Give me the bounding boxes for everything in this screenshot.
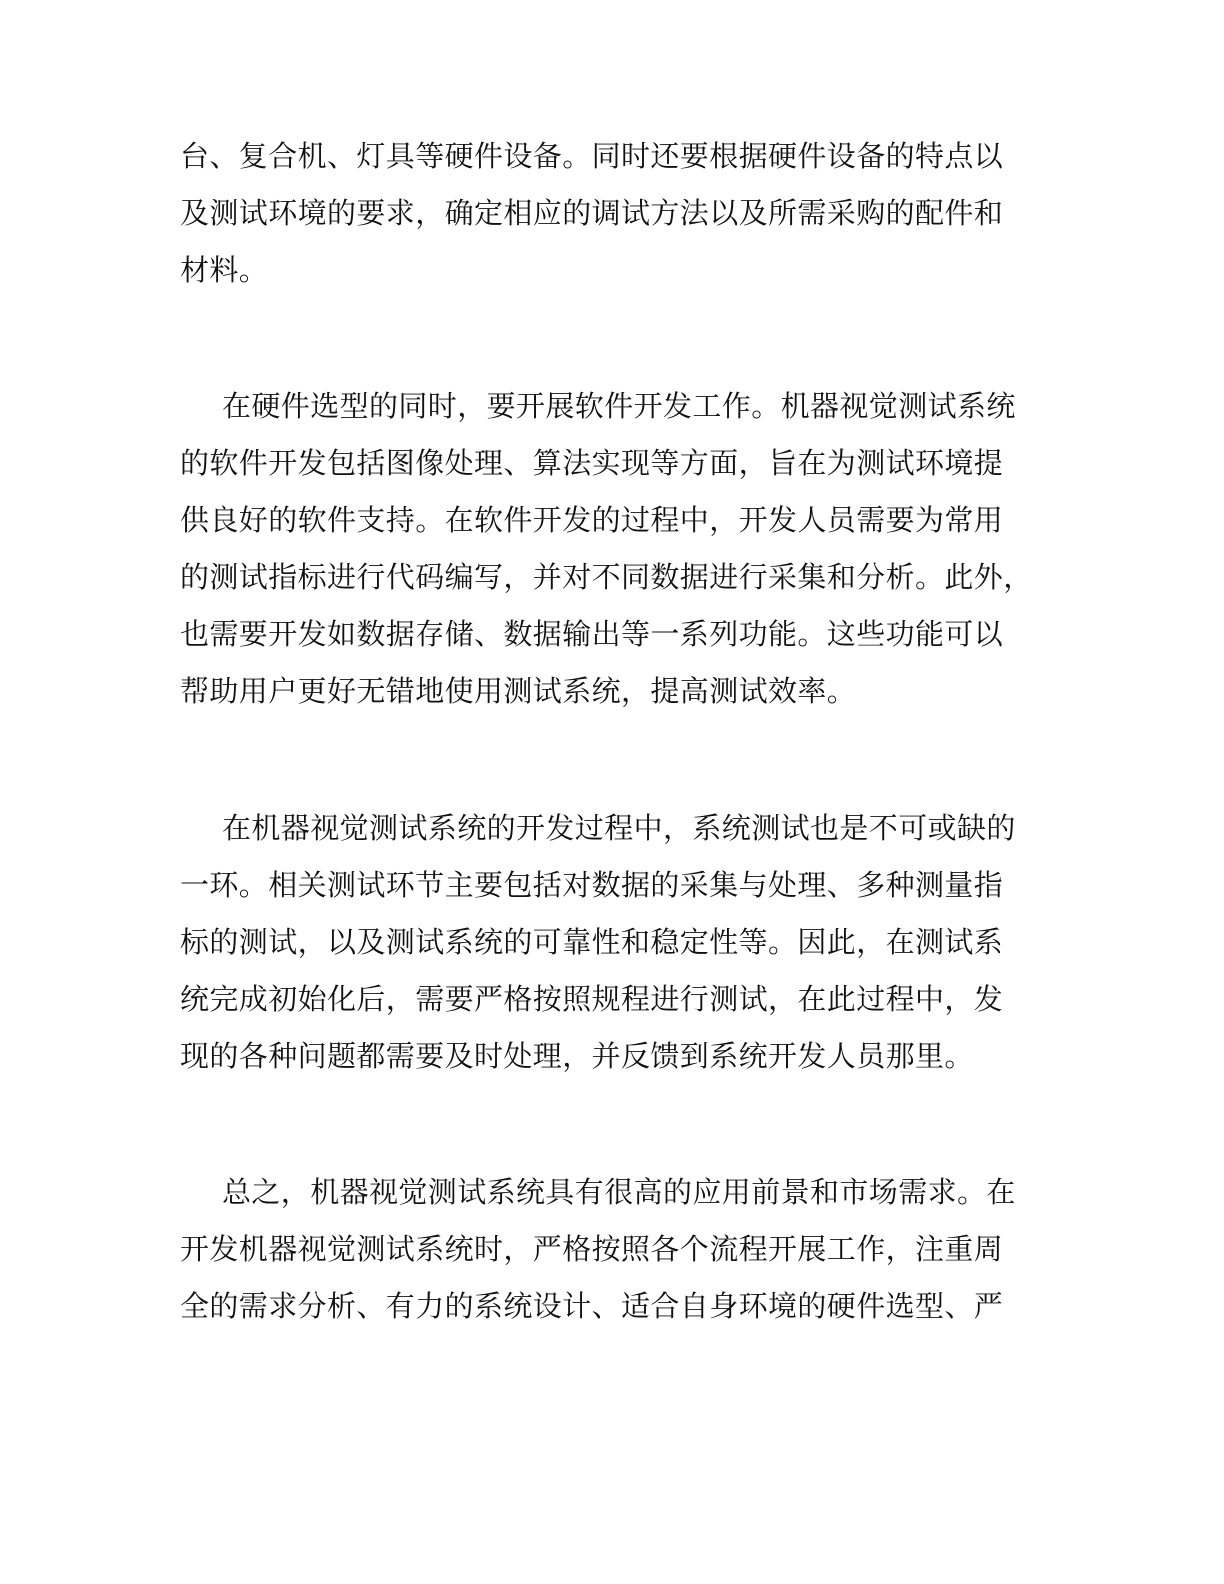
paragraph-2-line-3: 供良好的软件支持。在软件开发的过程中，开发人员需要为常用 (180, 503, 1004, 537)
paragraph-3-line-4: 统完成初始化后，需要严格按照规程进行测试，在此过程中，发 (180, 982, 1004, 1016)
paragraph-3-line-2: 一环。相关测试环节主要包括对数据的采集与处理、多种测量指 (180, 868, 1004, 902)
paragraph-1-line-3: 材料。 (180, 253, 269, 287)
paragraph-4-line-2: 开发机器视觉测试系统时，严格按照各个流程开展工作，注重周 (180, 1232, 1004, 1266)
paragraph-1-line-1: 台、复合机、灯具等硬件设备。同时还要根据硬件设备的特点以 (180, 139, 1004, 173)
paragraph-3-line-1: 在机器视觉测试系统的开发过程中，系统测试也是不可或缺的 (222, 811, 1016, 845)
paragraph-2-line-2: 的软件开发包括图像处理、算法实现等方面，旨在为测试环境提 (180, 446, 1004, 480)
paragraph-4-line-1: 总之，机器视觉测试系统具有很高的应用前景和市场需求。在 (222, 1175, 1016, 1209)
paragraph-2-line-5: 也需要开发如数据存储、数据输出等一系列功能。这些功能可以 (180, 617, 1004, 651)
paragraph-2-line-6: 帮助用户更好无错地使用测试系统，提高测试效率。 (180, 674, 857, 708)
paragraph-1-line-2: 及测试环境的要求，确定相应的调试方法以及所需采购的配件和 (180, 196, 1004, 230)
paragraph-4-line-3: 全的需求分析、有力的系统设计、适合自身环境的硬件选型、严 (180, 1289, 1004, 1323)
paragraph-3-line-3: 标的测试，以及测试系统的可靠性和稳定性等。因此，在测试系 (180, 925, 1004, 959)
paragraph-3-line-5: 现的各种问题都需要及时处理，并反馈到系统开发人员那里。 (180, 1039, 974, 1073)
paragraph-2-line-1: 在硬件选型的同时，要开展软件开发工作。机器视觉测试系统 (222, 389, 1016, 423)
paragraph-2-line-4: 的测试指标进行代码编写，并对不同数据进行采集和分析。此外， (180, 560, 1033, 594)
